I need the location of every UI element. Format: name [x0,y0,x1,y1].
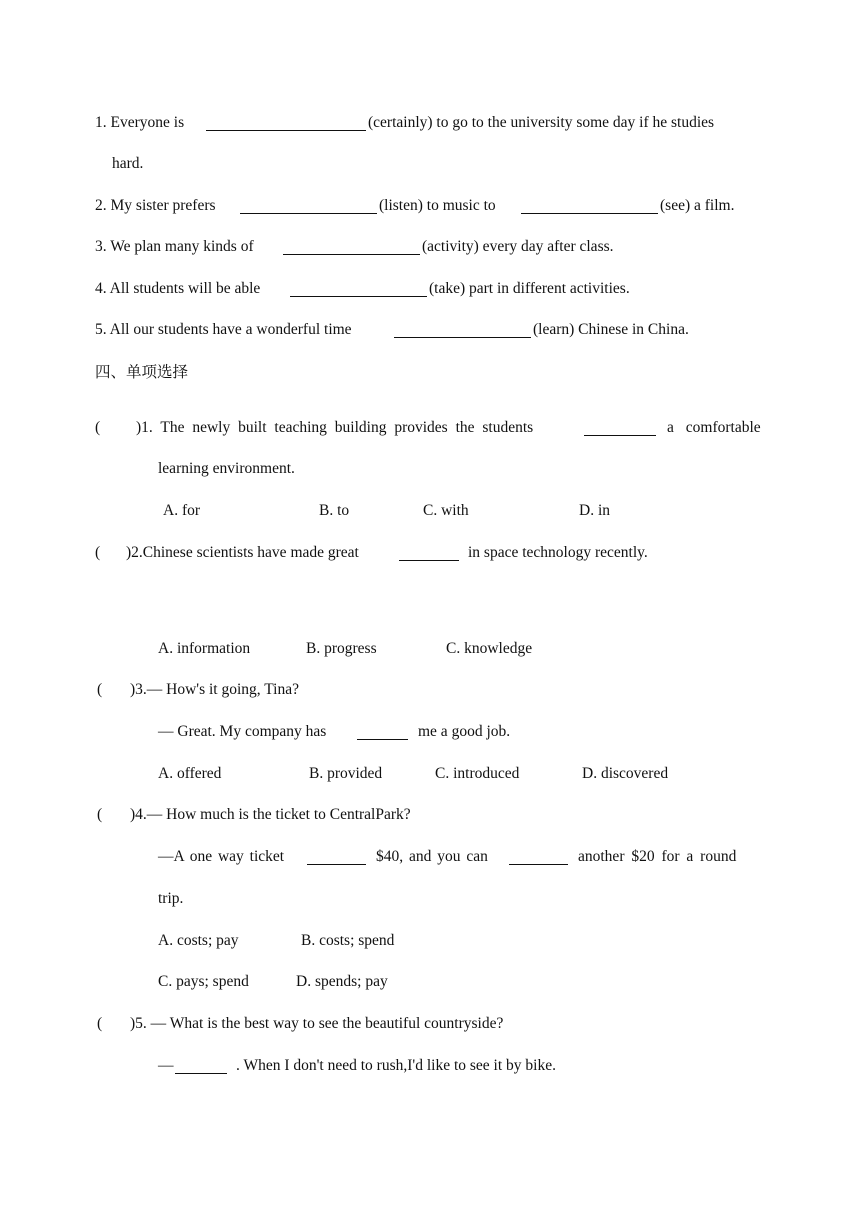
option-b[interactable]: B. to [319,502,350,519]
question-5-text: )5. — What is the best way to see the beautiful countryside? [130,1015,504,1032]
option-d[interactable]: D. discovered [582,765,669,782]
option-b[interactable]: B. costs; spend [301,932,395,949]
answer-bracket[interactable]: ( [95,419,101,436]
option-a[interactable]: A. information [158,640,251,657]
answer-blank[interactable] [283,240,420,255]
answer-blank[interactable] [357,725,408,740]
question-3-reply: — Great. My company has [158,723,327,740]
question-4-continuation: trip. [158,890,184,907]
option-b[interactable]: B. provided [309,765,383,782]
question-2-text2: in space technology recently. [468,544,648,561]
answer-blank[interactable] [307,850,366,865]
answer-blank[interactable] [394,323,531,338]
fill-item-2-text: 2. My sister prefers [95,197,216,214]
question-1-continuation: learning environment. [158,460,295,477]
answer-bracket[interactable]: ( [97,681,103,698]
question-1-stem [136,418,574,438]
fill-item-2-hint1: (listen) to music to [379,197,496,214]
answer-blank[interactable] [584,421,656,436]
question-3-text: )3.— How's it going, Tina? [130,681,300,698]
question-2-text: )2.Chinese scientists have made great [126,544,359,561]
fill-item-4-hint: (take) part in different activities. [429,280,630,297]
question-1-text2: a comfortable [667,419,761,436]
answer-blank[interactable] [290,282,427,297]
answer-blank[interactable] [399,546,459,561]
option-b[interactable]: B. progress [306,640,377,657]
question-4-text: )4.— How much is the ticket to CentralPark? [130,806,411,823]
option-d[interactable]: D. in [579,502,610,519]
answer-blank[interactable] [240,199,377,214]
option-c[interactable]: C. introduced [435,765,520,782]
answer-blank[interactable] [521,199,658,214]
option-c[interactable]: C. knowledge [446,640,533,657]
fill-item-1-continuation: hard. [112,155,144,172]
answer-bracket[interactable]: ( [97,806,103,823]
question-3-reply-end: me a good job. [418,723,511,740]
section-title: 四、单项选择 [95,363,189,381]
question-5-reply: . When I don't need to rush,I'd like to see it by bike. [236,1057,556,1074]
question-5-dash: — [158,1057,174,1074]
fill-item-3-text: 3. We plan many kinds of [95,238,254,255]
option-c[interactable]: C. pays; spend [158,973,249,990]
question-4-reply-end: another $20 for a round [578,848,737,865]
option-a[interactable]: A. offered [158,765,222,782]
fill-item-1-text: 1. Everyone is [95,114,185,131]
answer-blank[interactable] [509,850,568,865]
fill-item-3-hint: (activity) every day after class. [422,238,614,255]
question-4-reply: —A one way ticket [158,848,285,865]
fill-item-4-text: 4. All students will be able [95,280,261,297]
option-a[interactable]: A. for [163,502,201,519]
fill-item-5-hint: (learn) Chinese in China. [533,321,689,338]
answer-blank[interactable] [206,116,366,131]
option-c[interactable]: C. with [423,502,469,519]
answer-bracket[interactable]: ( [95,544,101,561]
answer-blank[interactable] [175,1059,227,1074]
answer-bracket[interactable]: ( [97,1015,103,1032]
question-4-reply-mid: $40, and you can [376,848,488,865]
fill-item-2-hint2: (see) a film. [660,197,735,214]
fill-item-5-text: 5. All our students have a wonderful time [95,321,352,338]
option-a[interactable]: A. costs; pay [158,932,239,949]
option-d[interactable]: D. spends; pay [296,973,388,990]
question-1-text: )1. The newly built teaching building provides the students [136,419,534,436]
fill-item-1-hint: (certainly) to go to the university some day if he studies [368,114,715,131]
